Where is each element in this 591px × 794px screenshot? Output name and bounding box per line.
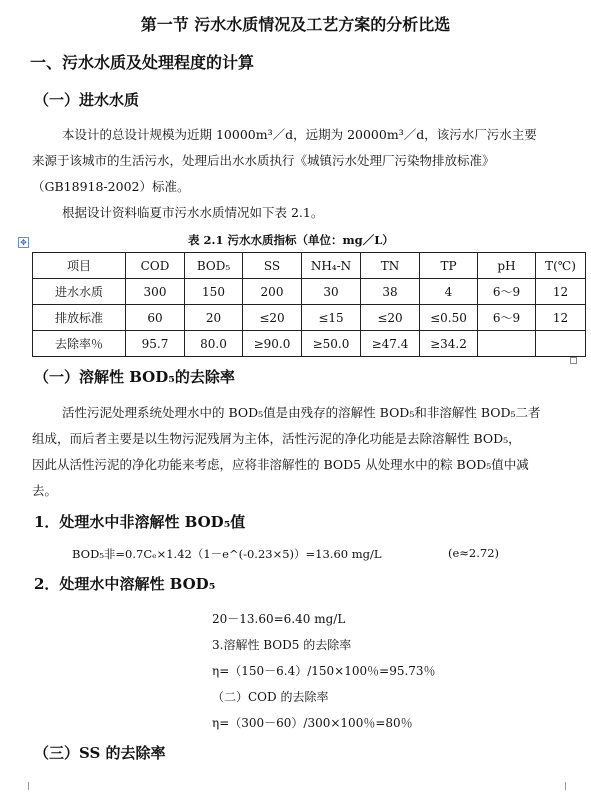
- table-cell: 95.7: [126, 331, 185, 357]
- table-cell: 去除率％: [33, 331, 126, 357]
- step-heading: 2．处理水中溶解性 BOD₅: [34, 575, 216, 593]
- formula-note: (e≈2.72): [448, 546, 500, 560]
- subsection-heading: （一）溶解性 BOD₅的去除率: [34, 368, 235, 386]
- table-cell: 80.0: [185, 331, 243, 357]
- table-cell: 38: [361, 279, 420, 305]
- table-cell: ≥34.2: [420, 331, 478, 357]
- table-cell: 300: [126, 279, 185, 305]
- paragraph-line: 来源于该城市的生活污水，处理后出水水质执行《城镇污水处理厂污染物排放标准》: [32, 153, 495, 168]
- table-cell: 12: [536, 279, 586, 305]
- page-corner-mark: [565, 782, 574, 790]
- table-row: [33, 305, 586, 331]
- table-cell: pH: [478, 253, 536, 279]
- table-caption: 表 2.1 污水水质指标（单位：mg／L）: [188, 233, 394, 247]
- table-cell: 4: [420, 279, 478, 305]
- table-cell: 150: [185, 279, 243, 305]
- table-cell: [478, 331, 536, 357]
- table-cell: ≤20: [361, 305, 420, 331]
- table-move-handle-icon[interactable]: ✥: [18, 237, 29, 248]
- table-cell: 排放标准: [33, 305, 126, 331]
- paragraph-line: （GB18918-2002）标准。: [32, 179, 190, 194]
- table-cell: 20: [185, 305, 243, 331]
- formula: BOD₅非=0.7Cₑ×1.42（1－e^(-0.23×5)）=13.60 mg/L: [72, 547, 382, 561]
- paragraph-line: 因此从活性污泥的净化功能来考虑，应将非溶解性的 BOD5 从处理水中的粽 BOD₅值中减: [32, 457, 529, 472]
- table-row: [33, 331, 586, 357]
- table-cell: T(℃): [536, 253, 586, 279]
- calc-line: （二）COD 的去除率: [212, 690, 329, 704]
- section-heading: 一、污水水质及处理程度的计算: [30, 53, 255, 72]
- table-cell: 项目: [33, 253, 126, 279]
- table-cell: 60: [126, 305, 185, 331]
- table-cell: 30: [302, 279, 361, 305]
- paragraph-line: 活性污泥处理系统处理水中的 BOD₅值是由残存的溶解性 BOD₅和非溶解性 BOD₅二者: [62, 405, 541, 420]
- table-header-row: [33, 253, 586, 279]
- paragraph-line: 组成，而后者主要是以生物污泥残屑为主体，活性污泥的净化功能是去除溶解性 BOD₅，: [32, 431, 521, 446]
- table-cell: 6～9: [478, 279, 536, 305]
- table-cell: ≤20: [243, 305, 302, 331]
- table-resize-handle[interactable]: [570, 357, 577, 364]
- table-cell: 12: [536, 305, 586, 331]
- table-cell: COD: [126, 253, 185, 279]
- calc-line: η=（150－6.4）/150×100％=95.73％: [212, 664, 436, 678]
- page-corner-mark: [20, 782, 29, 790]
- table-row: [33, 279, 586, 305]
- table-cell: 6～9: [478, 305, 536, 331]
- table-cell: 进水水质: [33, 279, 126, 305]
- water-quality-table: [32, 252, 586, 357]
- paragraph-line: 根据设计资料临夏市污水水质情况如下表 2.1。: [62, 205, 324, 220]
- table-cell: ≤15: [302, 305, 361, 331]
- paragraph-line: 本设计的总设计规模为近期 10000m³／d，远期为 20000m³／d，该污水厂污水主要: [62, 127, 537, 142]
- paragraph-line: 去。: [32, 483, 58, 498]
- subsection-heading: （三）SS 的去除率: [34, 744, 166, 762]
- calc-line: 3.溶解性 BOD5 的去除率: [212, 638, 352, 652]
- table-cell: [536, 331, 586, 357]
- table-cell: TN: [361, 253, 420, 279]
- step-heading: 1．处理水中非溶解性 BOD₅值: [34, 513, 246, 531]
- table-cell: ≥90.0: [243, 331, 302, 357]
- table-cell: ≥47.4: [361, 331, 420, 357]
- table-cell: 200: [243, 279, 302, 305]
- calc-line: η=（300－60）/300×100％=80％: [212, 716, 413, 730]
- page-title: 第一节 污水水质情况及工艺方案的分析比选: [140, 15, 451, 34]
- table-cell: NH₄-N: [302, 253, 361, 279]
- subsection-heading: （一）进水水质: [34, 91, 140, 109]
- table-cell: BOD₅: [185, 253, 243, 279]
- table-cell: ≥50.0: [302, 331, 361, 357]
- table-cell: ≤0.50: [420, 305, 478, 331]
- table-cell: TP: [420, 253, 478, 279]
- calc-line: 20－13.60=6.40 mg/L: [212, 612, 346, 626]
- table-cell: SS: [243, 253, 302, 279]
